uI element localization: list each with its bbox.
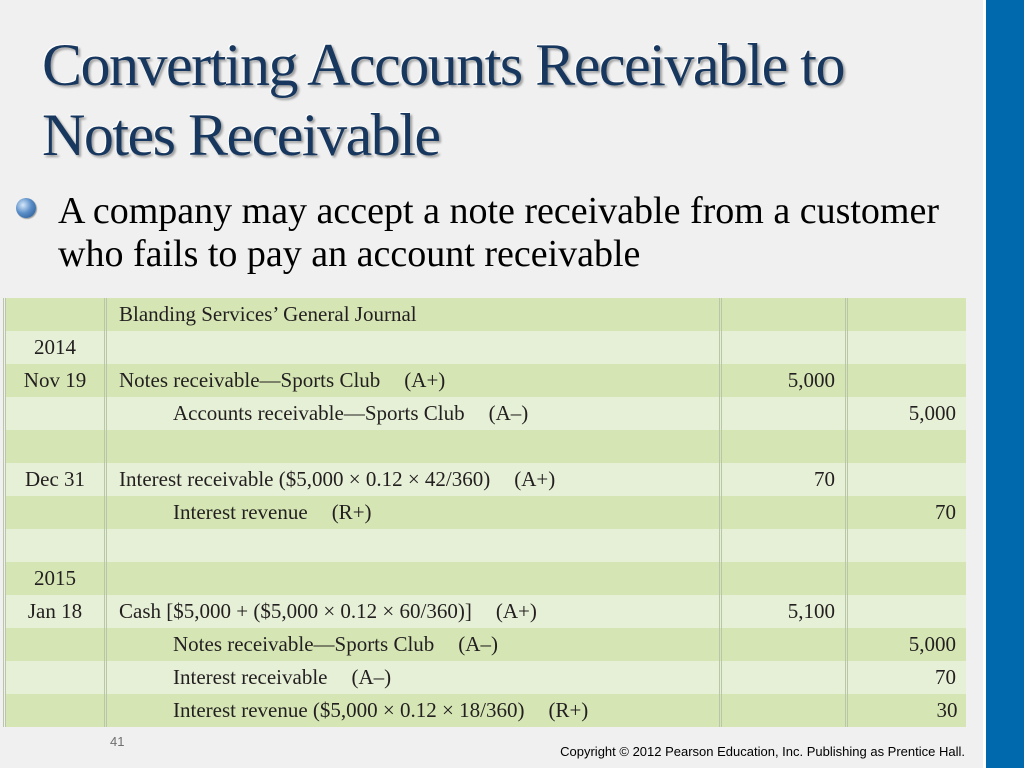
side-accent-bar xyxy=(983,0,1024,768)
credit-amount xyxy=(847,430,966,463)
header-date-cell xyxy=(5,298,106,331)
credit-amount xyxy=(847,562,966,595)
bullet-sphere-icon xyxy=(16,198,36,218)
entry-date: 2015 xyxy=(5,562,106,595)
account-effect-tag: (A+) xyxy=(404,368,446,392)
account-name: Notes receivable—Sports Club xyxy=(173,632,435,656)
entry-account-wrap xyxy=(119,500,372,524)
entry-account-wrap xyxy=(119,566,143,590)
debit-amount xyxy=(721,331,847,364)
debit-amount xyxy=(721,562,847,595)
entry-account-wrap xyxy=(119,368,445,392)
entry-account-wrap xyxy=(119,401,528,425)
copyright-notice: Copyright © 2012 Pearson Education, Inc. Publishing as Prentice Hall. xyxy=(560,744,965,759)
slide-title: Converting Accounts Receivable to Notes Receivable xyxy=(42,32,844,168)
entry-account-cell xyxy=(106,397,721,430)
entry-date: Nov 19 xyxy=(5,364,106,397)
credit-amount xyxy=(847,463,966,496)
journal-row xyxy=(5,331,966,364)
account-name: Interest revenue ($5,000 × 0.12 × 18/360) xyxy=(173,698,525,722)
entry-date xyxy=(5,496,106,529)
account-name: Interest receivable ($5,000 × 0.12 × 42/360) xyxy=(119,467,491,491)
journal-row xyxy=(5,496,966,529)
account-effect-tag: (A–) xyxy=(351,665,392,689)
entry-date xyxy=(5,397,106,430)
account-effect-tag: (A+) xyxy=(495,599,537,623)
debit-amount xyxy=(721,661,847,694)
entry-account-cell xyxy=(106,529,721,562)
credit-amount: 30 xyxy=(847,694,966,727)
credit-amount xyxy=(847,331,966,364)
entry-date xyxy=(5,661,106,694)
entry-account-cell xyxy=(106,331,721,364)
entry-date xyxy=(5,430,106,463)
account-effect-tag: (A–) xyxy=(458,632,498,656)
entry-account-wrap xyxy=(119,665,391,689)
entry-account-wrap xyxy=(119,467,555,491)
debit-amount xyxy=(721,496,847,529)
journal-row xyxy=(5,661,966,694)
debit-amount xyxy=(721,628,847,661)
general-journal-table xyxy=(3,298,967,727)
credit-amount xyxy=(847,529,966,562)
debit-amount: 5,100 xyxy=(721,595,847,628)
entry-account-cell xyxy=(106,496,721,529)
page-number: 41 xyxy=(110,734,125,749)
journal-row xyxy=(5,529,966,562)
debit-amount: 70 xyxy=(721,463,847,496)
journal-row xyxy=(5,364,966,397)
credit-amount: 5,000 xyxy=(847,397,966,430)
account-name: Cash [$5,000 + ($5,000 × 0.12 × 60/360)] xyxy=(119,599,472,623)
journal-header-row xyxy=(5,298,966,331)
journal-row xyxy=(5,595,966,628)
entry-account-cell xyxy=(106,463,721,496)
entry-date xyxy=(5,529,106,562)
credit-amount xyxy=(847,595,966,628)
account-effect-tag: (A+) xyxy=(514,467,556,491)
account-name: Notes receivable—Sports Club xyxy=(119,368,381,392)
entry-account-cell xyxy=(106,562,721,595)
account-effect-tag: (A–) xyxy=(488,401,529,425)
entry-date: Jan 18 xyxy=(5,595,106,628)
debit-amount: 5,000 xyxy=(721,364,847,397)
entry-account-cell xyxy=(106,430,721,463)
header-credit-cell xyxy=(847,298,966,331)
journal-row xyxy=(5,463,966,496)
journal-row xyxy=(5,430,966,463)
account-name: Interest revenue xyxy=(173,500,308,524)
journal-row xyxy=(5,397,966,430)
debit-amount xyxy=(721,694,847,727)
entry-date xyxy=(5,694,106,727)
credit-amount: 70 xyxy=(847,661,966,694)
account-name: Accounts receivable—Sports Club xyxy=(173,401,465,425)
entry-account-cell xyxy=(106,364,721,397)
entry-account-cell xyxy=(106,595,721,628)
credit-amount: 70 xyxy=(847,496,966,529)
entry-account-cell xyxy=(106,694,721,727)
account-effect-tag: (R+) xyxy=(331,500,372,524)
journal-row xyxy=(5,628,966,661)
entry-date xyxy=(5,628,106,661)
account-effect-tag: (R+) xyxy=(548,698,589,722)
entry-account-wrap xyxy=(119,698,588,722)
entry-date: Dec 31 xyxy=(5,463,106,496)
entry-date: 2014 xyxy=(5,331,106,364)
credit-amount: 5,000 xyxy=(847,628,966,661)
account-name: Interest receivable xyxy=(173,665,328,689)
credit-amount xyxy=(847,364,966,397)
entry-account-cell xyxy=(106,628,721,661)
entry-account-wrap xyxy=(119,533,143,557)
entry-account-wrap xyxy=(119,434,143,458)
header-debit-cell xyxy=(721,298,847,331)
entry-account-cell xyxy=(106,661,721,694)
journal-row xyxy=(5,694,966,727)
debit-amount xyxy=(721,430,847,463)
journal-title: Blanding Services’ General Journal xyxy=(106,298,721,331)
debit-amount xyxy=(721,397,847,430)
entry-account-wrap xyxy=(119,599,537,623)
entry-account-wrap xyxy=(119,335,143,359)
bullet-text: A company may accept a note receivable from a customer who fails to pay an account receivable xyxy=(58,190,939,275)
journal-row xyxy=(5,562,966,595)
entry-account-wrap xyxy=(119,632,498,656)
debit-amount xyxy=(721,529,847,562)
